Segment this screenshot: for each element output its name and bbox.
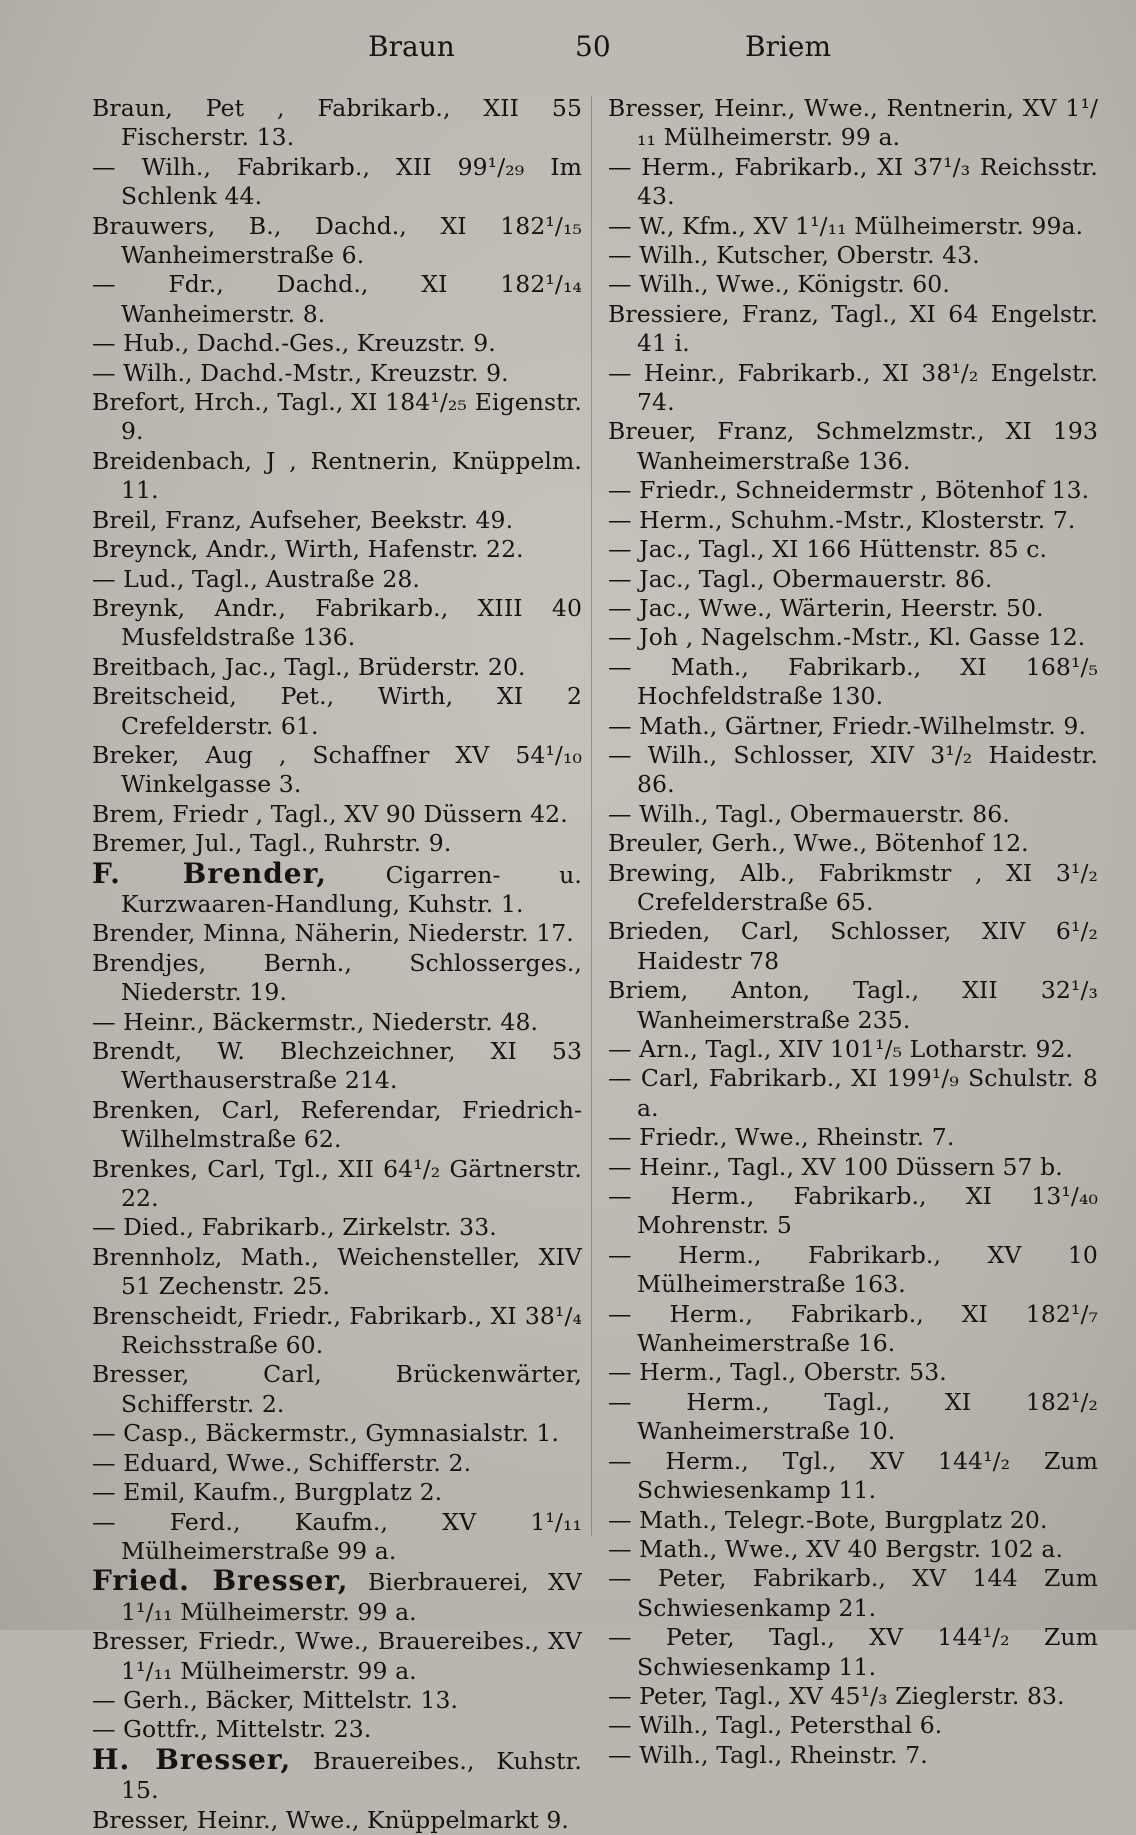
directory-entry: — Wilh., Dachd.-Mstr., Kreuzstr. 9. — [92, 358, 509, 387]
advertiser-details: Cigarren- u. Kurzwaaren-Handlung, Kuhstr. 1. — [121, 860, 582, 918]
directory-entry: — Herm., Fabrikarb., XV 10 Mülheimerstraße 163. — [608, 1240, 1098, 1299]
directory-entry: — Math., Wwe., XV 40 Bergstr. 102 a. — [608, 1534, 1064, 1563]
directory-entry: — Jac., Wwe., Wärterin, Heerstr. 50. — [608, 593, 1044, 622]
directory-entry: Brieden, Carl, Schlosser, XIV 6¹/₂ Haidestr 78 — [608, 917, 1098, 975]
directory-entry: — Peter, Tagl., XV 144¹/₂ Zum Schwiesenkamp 11. — [608, 1623, 1098, 1681]
directory-entry: — Heinr., Bäckermstr., Niederstr. 48. — [92, 1007, 539, 1036]
directory-entry: — Peter, Fabrikarb., XV 144 Zum Schwiesenkamp 21. — [608, 1564, 1098, 1622]
column-divider — [591, 96, 592, 1536]
header-left-keyword: Braun — [368, 30, 455, 63]
directory-entry: Briem, Anton, Tagl., XII 32¹/₃ Wanheimerstraße 235. — [608, 976, 1098, 1034]
directory-entry: — W., Kfm., XV 1¹/₁₁ Mülheimerstr. 99a. — [608, 211, 1084, 240]
directory-entry: — Fdr., Dachd., XI 182¹/₁₄ Wanheimerstr. 8. — [92, 270, 582, 328]
directory-entry: — Math., Fabrikarb., XI 168¹/₅ Hochfeldstraße 130. — [608, 652, 1098, 711]
directory-entry — [92, 1566, 582, 1627]
directory-entry: Bresser, Heinr., Wwe., Rentnerin, XV 1¹/₁₁ Mülheimerstr. 99 a. — [608, 94, 1098, 152]
directory-entry — [92, 1742, 582, 1806]
directory-entry: Bremer, Jul., Tagl., Ruhrstr. 9. — [92, 829, 452, 858]
directory-entry: — Died., Fabrikarb., Zirkelstr. 33. — [92, 1213, 497, 1242]
directory-entry: Breuer, Franz, Schmelzmstr., XI 193 Wanheimerstraße 136. — [608, 417, 1098, 475]
directory-entry: — Friedr., Wwe., Rheinstr. 7. — [608, 1123, 955, 1152]
directory-entry — [92, 856, 582, 920]
directory-entry: — Wilh., Fabrikarb., XII 99¹/₂₉ Im Schlenk 44. — [92, 152, 582, 211]
directory-entry: — Carl, Fabrikarb., XI 199¹/₉ Schulstr. 8 a. — [608, 1064, 1098, 1122]
left-column — [92, 94, 582, 1835]
directory-entry: — Eduard, Wwe., Schifferstr. 2. — [92, 1448, 472, 1477]
directory-entry: Brauwers, B., Dachd., XI 182¹/₁₅ Wanheimerstraße 6. — [92, 211, 582, 270]
advertiser-details: Brauereibes., Kuhstr. 15. — [121, 1746, 582, 1805]
advertiser-name: F. Brender, — [92, 856, 328, 890]
directory-entry: — Wilh., Kutscher, Oberstr. 43. — [608, 241, 980, 270]
directory-entry: Brefort, Hrch., Tagl., XI 184¹/₂₅ Eigenstr. 9. — [92, 388, 582, 446]
advertiser-name: H. Bresser, — [92, 1742, 292, 1776]
directory-entry: — Peter, Tagl., XV 45¹/₃ Zieglerstr. 83. — [608, 1681, 1065, 1710]
directory-entry: Brenken, Carl, Referendar, Friedrich-Wilhelmstraße 62. — [92, 1095, 582, 1154]
directory-entry: Brennholz, Math., Weichensteller, XIV 51 Zechenstr. 25. — [92, 1242, 582, 1301]
directory-entry: — Heinr., Tagl., XV 100 Düssern 57 b. — [608, 1152, 1063, 1181]
directory-entry: — Wilh., Wwe., Königstr. 60. — [608, 270, 950, 299]
directory-entry: — Herm., Tagl., Oberstr. 53. — [608, 1358, 947, 1387]
directory-entry: Breidenbach, J , Rentnerin, Knüppelm. 11. — [92, 446, 582, 505]
directory-entry: — Herm., Fabrikarb., XI 37¹/₃ Reichsstr. 43. — [608, 152, 1098, 211]
directory-entry: — Wilh., Schlosser, XIV 3¹/₂ Haidestr. 86. — [608, 740, 1098, 799]
directory-entry: — Herm., Tagl., XI 182¹/₂ Wanheimerstraße 10. — [608, 1387, 1098, 1446]
directory-entry: Bresser, Friedr., Wwe., Brauereibes., XV 1¹/₁₁ Mülheimerstr. 99 a. — [92, 1627, 582, 1685]
directory-entry: — Ferd., Kaufm., XV 1¹/₁₁ Mülheimerstraße 99 a. — [92, 1507, 582, 1565]
advertiser-name: Fried. Bresser, — [92, 1564, 349, 1598]
directory-entry: Bresser, Heinr., Wwe., Knüppelmarkt 9. — [92, 1805, 569, 1834]
advertiser-details: Bierbrauerei, XV 1¹/₁₁ Mülheimerstr. 99 a. — [121, 1568, 582, 1626]
header-right-keyword: Briem — [745, 30, 832, 63]
directory-entry: — Jac., Tagl., Obermauerstr. 86. — [608, 564, 993, 593]
directory-entry: Brem, Friedr , Tagl., XV 90 Düssern 42. — [92, 799, 568, 828]
directory-entry: Bressiere, Franz, Tagl., XI 64 Engelstr. 41 i. — [608, 299, 1098, 358]
directory-entry: Breuler, Gerh., Wwe., Bötenhof 12. — [608, 829, 1029, 858]
directory-entry: — Joh , Nagelschm.-Mstr., Kl. Gasse 12. — [608, 623, 1086, 652]
directory-entry: — Wilh., Tagl., Rheinstr. 7. — [608, 1740, 928, 1769]
directory-entry: Brewing, Alb., Fabrikmstr , XI 3¹/₂ Crefelderstraße 65. — [608, 858, 1098, 916]
directory-entry: — Heinr., Fabrikarb., XI 38¹/₂ Engelstr. 74. — [608, 358, 1098, 417]
directory-entry: Breynk, Andr., Fabrikarb., XIII 40 Musfeldstraße 136. — [92, 593, 582, 652]
directory-entry: Braun, Pet , Fabrikarb., XII 55 Fischerstr. 13. — [92, 94, 582, 152]
directory-entry: Breker, Aug , Schaffner XV 54¹/₁₀ Winkelgasse 3. — [92, 740, 582, 799]
directory-entry: Brendt, W. Blechzeichner, XI 53 Werthauserstraße 214. — [92, 1037, 582, 1095]
directory-entry: — Wilh., Tagl., Petersthal 6. — [608, 1711, 943, 1740]
directory-entry: — Arn., Tagl., XIV 101¹/₅ Lotharstr. 92. — [608, 1035, 1074, 1063]
directory-entry: Brenkes, Carl, Tgl., XII 64¹/₂ Gärtnerstr. 22. — [92, 1154, 582, 1213]
directory-entry: — Herm., Fabrikarb., XI 182¹/₇ Wanheimerstraße 16. — [608, 1299, 1098, 1358]
directory-entry: — Herm., Fabrikarb., XI 13¹/₄₀ Mohrenstr. 5 — [608, 1182, 1098, 1240]
directory-entry: Brender, Minna, Näherin, Niederstr. 17. — [92, 919, 574, 948]
directory-entry: — Math., Telegr.-Bote, Burgplatz 20. — [608, 1505, 1048, 1534]
directory-entry: Breitscheid, Pet., Wirth, XI 2 Crefelderstr. 61. — [92, 682, 582, 740]
directory-entry: — Wilh., Tagl., Obermauerstr. 86. — [608, 799, 1010, 828]
directory-entry: Breynck, Andr., Wirth, Hafenstr. 22. — [92, 535, 524, 564]
directory-entry: Bresser, Carl, Brückenwärter, Schifferstr. 2. — [92, 1360, 582, 1418]
directory-entry: Brenscheidt, Friedr., Fabrikarb., XI 38¹/₄ Reichsstraße 60. — [92, 1301, 582, 1360]
page-header — [0, 30, 1136, 70]
directory-entry: Breitbach, Jac., Tagl., Brüderstr. 20. — [92, 652, 526, 681]
directory-entry: — Herm., Schuhm.-Mstr., Klosterstr. 7. — [608, 505, 1076, 534]
directory-entry: — Casp., Bäckermstr., Gymnasialstr. 1. — [92, 1419, 560, 1448]
directory-entry: — Emil, Kaufm., Burgplatz 2. — [92, 1478, 443, 1507]
directory-entry: — Jac., Tagl., XI 166 Hüttenstr. 85 c. — [608, 535, 1048, 564]
directory-entry: — Herm., Tgl., XV 144¹/₂ Zum Schwiesenkamp 11. — [608, 1446, 1098, 1505]
directory-entry: — Lud., Tagl., Austraße 28. — [92, 564, 420, 593]
directory-entry: — Friedr., Schneidermstr , Bötenhof 13. — [608, 476, 1090, 505]
page-number: 50 — [575, 30, 611, 63]
directory-entry: — Math., Gärtner, Friedr.-Wilhelmstr. 9. — [608, 711, 1087, 740]
directory-entry: — Hub., Dachd.-Ges., Kreuzstr. 9. — [92, 329, 496, 358]
directory-entry: Breil, Franz, Aufseher, Beekstr. 49. — [92, 505, 514, 534]
directory-entry: — Gerh., Bäcker, Mittelstr. 13. — [92, 1685, 459, 1714]
directory-entry: — Gottfr., Mittelstr. 23. — [92, 1715, 372, 1744]
right-column — [608, 94, 1098, 1770]
directory-entry: Brendjes, Bernh., Schlosserges., Niederstr. 19. — [92, 948, 582, 1007]
